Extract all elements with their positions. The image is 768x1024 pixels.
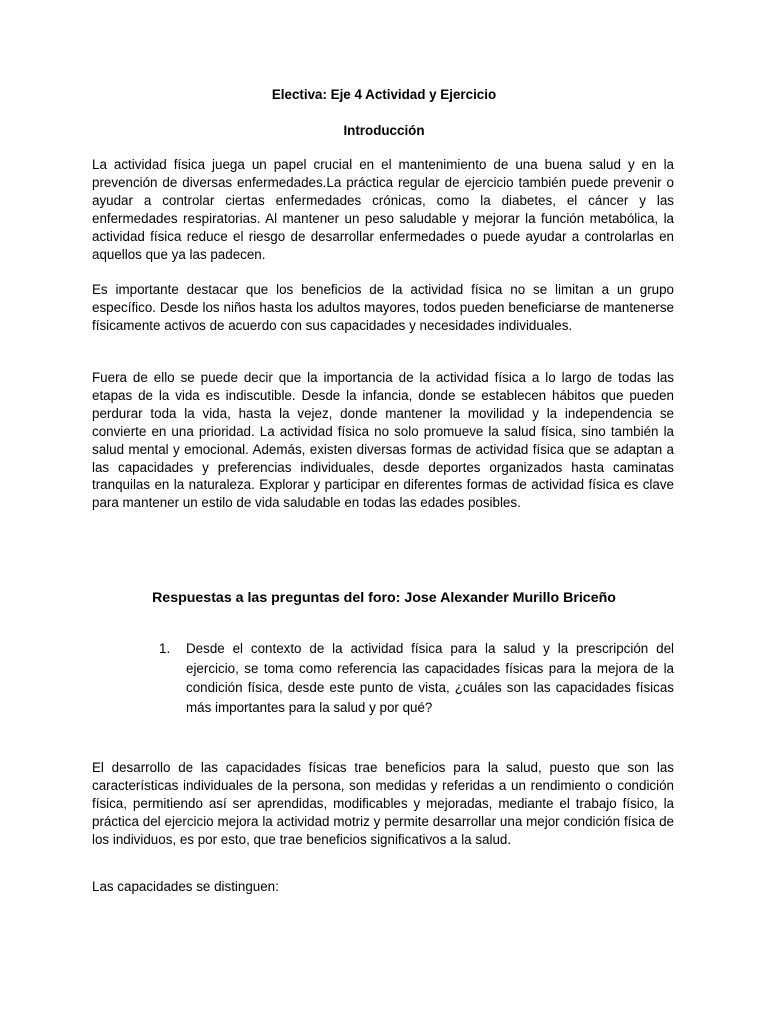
intro-paragraph-1: La actividad física juega un papel crucial en el mantenimiento de una buena salud y en la prevención de diversas enfermedades.La práctica regular de ejercicio también puede prevenir o ayudar a controlar ciertas enfermedades crónicas, como la diabetes, el cáncer y las enfermedades respiratorias. Al mantener un peso saludable y mejorar la función metabólica, la actividad física reduce el riesgo de desarrollar enfermedades o puede ayudar a controlarlas en aquellos que ya las padecen. bbox=[92, 157, 674, 262]
question-number: 1. bbox=[159, 641, 171, 656]
document-title: Electiva: Eje 4 Actividad y Ejercicio bbox=[271, 87, 497, 102]
question-text: Desde el contexto de la actividad física para la salud y la prescripción del ejercicio, se toma como referencia las capacidades físicas para la mejora de la condición física, desde este punto de vista, ¿cuáles son las capacidades físicas más importantes para la salud y por qué? bbox=[186, 641, 674, 715]
question-list-item bbox=[160, 639, 674, 717]
intro-paragraph-2: Es importante destacar que los beneficios de la actividad física no se limitan a un grupo específico. Desde los niños hasta los adultos mayores, todos pueden beneficiarse de mantenerse físicamente activos de acuerdo con sus capacidades y necesidades individuales. bbox=[92, 282, 674, 333]
answer-paragraph-2: Las capacidades se distinguen: bbox=[92, 879, 279, 894]
section-heading-introduccion: Introducción bbox=[343, 123, 425, 138]
intro-paragraph-3: Fuera de ello se puede decir que la importancia de la actividad física a lo largo de todas las etapas de la vida es indiscutible. Desde la infancia, donde se establecen hábitos que pueden perdurar toda la vida, hasta la vejez, donde mantener la movilidad y la independencia se convierte en una prioridad. La actividad física no solo promueve la salud física, sino también la salud mental y emocional. Además, existen diversas formas de actividad física que se adaptan a las capacidades y preferencias individuales, desde deportes organizados hasta caminatas tranquilas en la naturaleza. Explorar y participar en diferentes formas de actividad física es clave para mantener un estilo de vida saludable en todas las edades posibles. bbox=[92, 370, 674, 511]
forum-heading: Respuestas a las preguntas del foro: Jose Alexander Murillo Briceño bbox=[152, 590, 616, 606]
answer-paragraph-1: El desarrollo de las capacidades físicas trae beneficios para la salud, puesto que son las características individuales de la persona, son medidas y referidas a un rendimiento o condición física, permitiendo así ser aprendidas, modificables y mejoradas, mediante el trabajo físico, la práctica del ejercicio mejora la actividad motriz y permite desarrollar una mejor condición física de los individuos, es por esto, que trae beneficios significativos a la salud. bbox=[92, 760, 674, 847]
